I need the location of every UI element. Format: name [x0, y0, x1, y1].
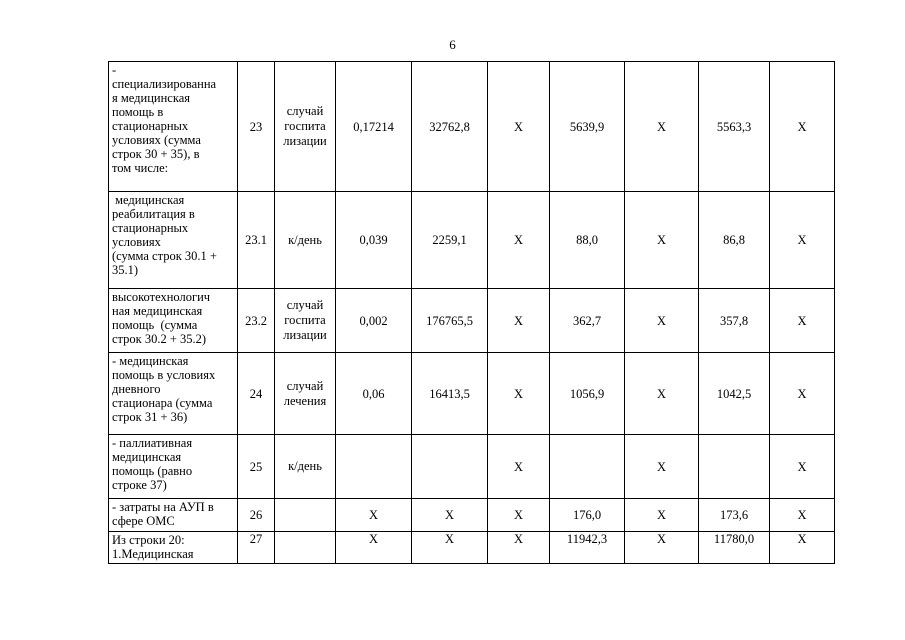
line-number-cell: 24 — [238, 353, 275, 435]
unit-text: случай госпита лизации — [283, 298, 327, 342]
value-cell-2: Х — [412, 499, 488, 532]
table-row — [109, 435, 835, 499]
unit-cell — [275, 435, 336, 499]
value-cell-2: Х — [412, 532, 488, 564]
value-cell-1: 0,06 — [336, 353, 412, 435]
value-cell-7: Х — [770, 353, 835, 435]
unit-cell — [275, 62, 336, 192]
value-cell-3: Х — [488, 353, 550, 435]
value-cell-4: 362,7 — [550, 289, 625, 353]
value-cell-6: 86,8 — [699, 192, 770, 289]
value-cell-5: Х — [625, 353, 699, 435]
value-cell-7: Х — [770, 289, 835, 353]
value-cell-4: 5639,9 — [550, 62, 625, 192]
value-cell-1: 0,17214 — [336, 62, 412, 192]
unit-text: случай госпита лизации — [283, 104, 327, 148]
unit-cell — [275, 532, 336, 564]
value-cell-7: Х — [770, 62, 835, 192]
value-cell-1 — [336, 435, 412, 499]
line-number-cell: 25 — [238, 435, 275, 499]
value-cell-2: 16413,5 — [412, 353, 488, 435]
value-cell-3: Х — [488, 289, 550, 353]
value-cell-4: 11942,3 — [550, 532, 625, 564]
value-cell-1: Х — [336, 532, 412, 564]
value-cell-7: Х — [770, 192, 835, 289]
line-number-cell: 26 — [238, 499, 275, 532]
line-number-cell: 27 — [238, 532, 275, 564]
value-cell-3: Х — [488, 192, 550, 289]
value-cell-4: 88,0 — [550, 192, 625, 289]
value-cell-7: Х — [770, 532, 835, 564]
row-name: медицинская реабилитация в стационарных условиях (сумма строк 30.1 + 35.1) — [112, 193, 217, 277]
value-cell-1: 0,002 — [336, 289, 412, 353]
row-name: высокотехнологич ная медицинская помощь (сумма строк 30.2 + 35.2) — [112, 290, 211, 346]
value-cell-6: 11780,0 — [699, 532, 770, 564]
value-cell-6: 357,8 — [699, 289, 770, 353]
value-cell-2: 176765,5 — [412, 289, 488, 353]
line-number-cell: 23 — [238, 62, 275, 192]
unit-text: случай лечения — [283, 378, 327, 408]
unit-cell — [275, 353, 336, 435]
value-cell-6: 173,6 — [699, 499, 770, 532]
value-cell-5: Х — [625, 532, 699, 564]
value-cell-7: Х — [770, 435, 835, 499]
table-row — [109, 532, 835, 564]
financing-table — [108, 61, 835, 564]
value-cell-3: Х — [488, 499, 550, 532]
value-cell-5: Х — [625, 289, 699, 353]
row-name-cell — [109, 435, 238, 499]
row-name-cell — [109, 532, 238, 564]
value-cell-6 — [699, 435, 770, 499]
value-cell-3: Х — [488, 435, 550, 499]
unit-text: к/день — [288, 232, 322, 247]
value-cell-6: 1042,5 — [699, 353, 770, 435]
table-row — [109, 289, 835, 353]
unit-text: к/день — [288, 459, 322, 473]
value-cell-2: 2259,1 — [412, 192, 488, 289]
page-number: 6 — [449, 37, 456, 52]
line-number-cell: 23.1 — [238, 192, 275, 289]
row-name: Из строки 20: 1.Медицинская — [112, 533, 194, 561]
value-cell-5: Х — [625, 499, 699, 532]
value-cell-1: 0,039 — [336, 192, 412, 289]
unit-cell — [275, 499, 336, 532]
row-name: - затраты на АУП в сфере ОМС — [112, 500, 214, 528]
value-cell-2: 32762,8 — [412, 62, 488, 192]
value-cell-4: 1056,9 — [550, 353, 625, 435]
unit-cell — [275, 289, 336, 353]
value-cell-3: Х — [488, 532, 550, 564]
value-cell-1: Х — [336, 499, 412, 532]
table-row — [109, 192, 835, 289]
value-cell-2 — [412, 435, 488, 499]
value-cell-3: Х — [488, 62, 550, 192]
value-cell-4: 176,0 — [550, 499, 625, 532]
table-row — [109, 353, 835, 435]
table-row — [109, 62, 835, 192]
line-number-cell: 23.2 — [238, 289, 275, 353]
value-cell-4 — [550, 435, 625, 499]
value-cell-7: Х — [770, 499, 835, 532]
row-name: - медицинская помощь в условиях дневного стационара (сумма строк 31 + 36) — [112, 354, 216, 424]
row-name-cell — [109, 62, 238, 192]
value-cell-6: 5563,3 — [699, 62, 770, 192]
row-name: - специализированна я медицинская помощь в стационарных условиях (сумма строк 30 + 35), в том числе: — [112, 63, 217, 175]
value-cell-5: Х — [625, 192, 699, 289]
row-name: - паллиативная медицинская помощь (равно строке 37) — [112, 436, 193, 492]
row-name-cell — [109, 499, 238, 532]
row-name-cell — [109, 192, 238, 289]
table-row — [109, 499, 835, 532]
value-cell-5: Х — [625, 62, 699, 192]
unit-cell — [275, 192, 336, 289]
row-name-cell — [109, 289, 238, 353]
row-name-cell — [109, 353, 238, 435]
value-cell-5: Х — [625, 435, 699, 499]
